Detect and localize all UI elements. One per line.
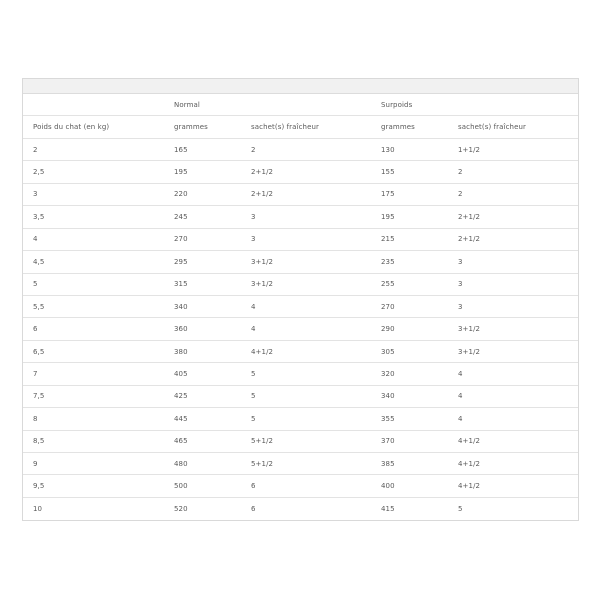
cell-normal-sachets: 4 <box>251 302 256 311</box>
cell-weight: 6,5 <box>33 347 45 356</box>
cell-surpoids-grams: 235 <box>381 257 395 266</box>
table-row <box>23 184 578 206</box>
header-surpoids-grams: grammes <box>381 123 415 132</box>
table-row <box>23 139 578 161</box>
cell-normal-grams: 315 <box>174 280 188 289</box>
header-normal-sachets: sachet(s) fraîcheur <box>251 123 319 132</box>
cell-surpoids-sachets: 3 <box>458 257 463 266</box>
cell-surpoids-sachets: 3+1/2 <box>458 347 481 356</box>
header-normal-grams: grammes <box>174 123 208 132</box>
cell-normal-sachets: 6 <box>251 482 256 491</box>
cell-weight: 6 <box>33 325 38 334</box>
table-row <box>23 251 578 273</box>
cell-surpoids-grams: 340 <box>381 392 395 401</box>
cell-surpoids-grams: 270 <box>381 302 395 311</box>
cell-surpoids-grams: 255 <box>381 280 395 289</box>
table-row <box>23 161 578 183</box>
cell-surpoids-grams: 370 <box>381 437 395 446</box>
table-row <box>23 386 578 408</box>
cell-weight: 9,5 <box>33 482 45 491</box>
header-weight: Poids du chat (en kg) <box>33 123 110 132</box>
group-surpoids: Surpoids <box>381 100 413 109</box>
column-header-row <box>23 116 578 138</box>
cell-normal-sachets: 2+1/2 <box>251 168 274 177</box>
cell-normal-sachets: 5 <box>251 392 256 401</box>
cell-normal-grams: 270 <box>174 235 188 244</box>
cell-surpoids-sachets: 1+1/2 <box>458 145 481 154</box>
table-row <box>23 274 578 296</box>
cell-surpoids-sachets: 3+1/2 <box>458 325 481 334</box>
cell-surpoids-sachets: 2+1/2 <box>458 212 481 221</box>
cell-surpoids-grams: 215 <box>381 235 395 244</box>
cell-surpoids-grams: 305 <box>381 347 395 356</box>
cell-weight: 2 <box>33 145 38 154</box>
table-top-band <box>23 79 578 94</box>
cell-normal-sachets: 4 <box>251 325 256 334</box>
cell-weight: 10 <box>33 505 43 514</box>
cell-surpoids-sachets: 4 <box>458 414 463 423</box>
cell-normal-sachets: 5+1/2 <box>251 437 274 446</box>
cell-normal-sachets: 5 <box>251 369 256 378</box>
cell-weight: 4 <box>33 235 38 244</box>
cell-surpoids-grams: 385 <box>381 459 395 468</box>
cell-weight: 3,5 <box>33 212 45 221</box>
cell-surpoids-grams: 155 <box>381 168 395 177</box>
table-row <box>23 318 578 340</box>
cell-weight: 7 <box>33 369 38 378</box>
cell-surpoids-sachets: 2 <box>458 168 463 177</box>
cell-weight: 5,5 <box>33 302 45 311</box>
cell-normal-grams: 195 <box>174 168 188 177</box>
cell-weight: 5 <box>33 280 38 289</box>
cell-normal-grams: 425 <box>174 392 188 401</box>
cell-surpoids-sachets: 4+1/2 <box>458 459 481 468</box>
cell-normal-sachets: 6 <box>251 505 256 514</box>
cell-surpoids-grams: 415 <box>381 505 395 514</box>
cell-weight: 8,5 <box>33 437 45 446</box>
cell-normal-grams: 380 <box>174 347 188 356</box>
cell-normal-grams: 360 <box>174 325 188 334</box>
cell-normal-grams: 445 <box>174 414 188 423</box>
cell-normal-sachets: 2+1/2 <box>251 190 274 199</box>
cell-surpoids-grams: 195 <box>381 212 395 221</box>
cell-weight: 8 <box>33 414 38 423</box>
cell-normal-grams: 295 <box>174 257 188 266</box>
table-row <box>23 296 578 318</box>
cell-surpoids-grams: 290 <box>381 325 395 334</box>
table-row <box>23 206 578 228</box>
cell-normal-grams: 245 <box>174 212 188 221</box>
cell-weight: 9 <box>33 459 38 468</box>
cell-normal-grams: 340 <box>174 302 188 311</box>
cell-normal-sachets: 5 <box>251 414 256 423</box>
cell-normal-grams: 165 <box>174 145 188 154</box>
cell-surpoids-grams: 175 <box>381 190 395 199</box>
cell-weight: 7,5 <box>33 392 45 401</box>
cell-surpoids-sachets: 2+1/2 <box>458 235 481 244</box>
cell-normal-grams: 465 <box>174 437 188 446</box>
table-row <box>23 229 578 251</box>
cell-surpoids-grams: 320 <box>381 369 395 378</box>
cell-normal-sachets: 3+1/2 <box>251 257 274 266</box>
cell-normal-grams: 220 <box>174 190 188 199</box>
table-row <box>23 408 578 430</box>
cell-weight: 2,5 <box>33 168 45 177</box>
table-row <box>23 363 578 385</box>
cell-normal-sachets: 3 <box>251 235 256 244</box>
table-row <box>23 475 578 497</box>
cell-weight: 4,5 <box>33 257 45 266</box>
cell-normal-grams: 405 <box>174 369 188 378</box>
table-row <box>23 341 578 363</box>
cell-surpoids-sachets: 2 <box>458 190 463 199</box>
header-surpoids-sachets: sachet(s) fraîcheur <box>458 123 526 132</box>
cell-surpoids-sachets: 4+1/2 <box>458 437 481 446</box>
table-row <box>23 453 578 475</box>
cell-surpoids-grams: 355 <box>381 414 395 423</box>
cell-normal-grams: 480 <box>174 459 188 468</box>
table-row <box>23 431 578 453</box>
cell-normal-sachets: 2 <box>251 145 256 154</box>
cell-surpoids-sachets: 4+1/2 <box>458 482 481 491</box>
cell-normal-sachets: 3+1/2 <box>251 280 274 289</box>
cell-normal-sachets: 3 <box>251 212 256 221</box>
table-row <box>23 498 578 520</box>
cell-surpoids-sachets: 4 <box>458 392 463 401</box>
cell-surpoids-grams: 400 <box>381 482 395 491</box>
cell-normal-sachets: 5+1/2 <box>251 459 274 468</box>
cell-surpoids-sachets: 5 <box>458 505 463 514</box>
group-normal: Normal <box>174 100 200 109</box>
cell-normal-sachets: 4+1/2 <box>251 347 274 356</box>
cell-surpoids-sachets: 4 <box>458 369 463 378</box>
cell-normal-grams: 520 <box>174 505 188 514</box>
cell-surpoids-grams: 130 <box>381 145 395 154</box>
group-header-row <box>23 94 578 116</box>
cell-weight: 3 <box>33 190 38 199</box>
cell-normal-grams: 500 <box>174 482 188 491</box>
feeding-table <box>22 78 579 521</box>
cell-surpoids-sachets: 3 <box>458 280 463 289</box>
cell-surpoids-sachets: 3 <box>458 302 463 311</box>
